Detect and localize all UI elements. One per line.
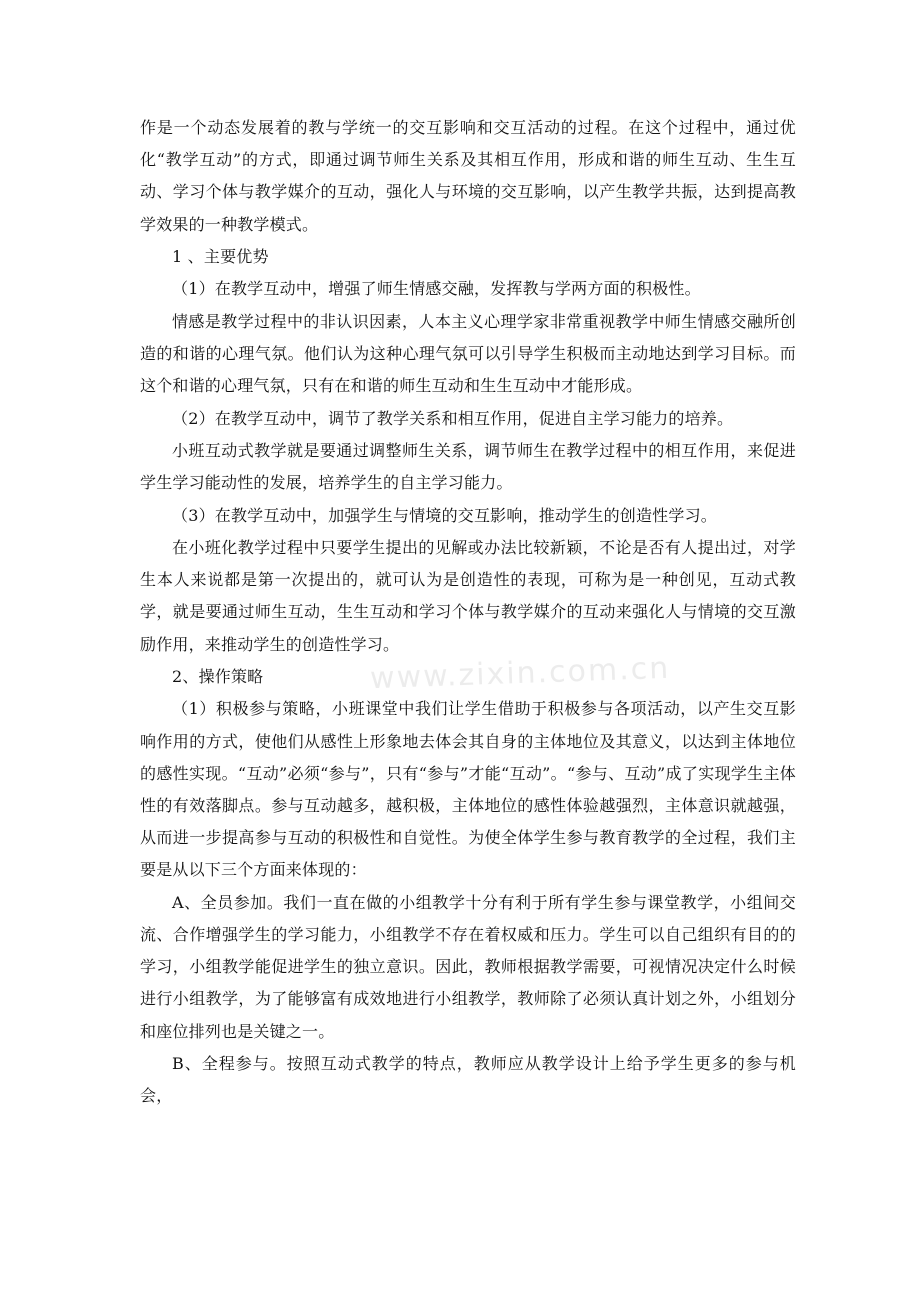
subheading-advantage-2: （2）在教学互动中，调节了教学关系和相互作用，促进自主学习能力的培养。 xyxy=(172,408,734,428)
section-heading-strategies: 2、操作策略 xyxy=(172,666,264,686)
document-body xyxy=(140,112,796,1113)
section-heading-main-advantages: 1 、主要优势 xyxy=(172,247,269,266)
subheading-advantage-1: （1）在教学互动中，增强了师生情感交融，发挥教与学两方面的积极性。 xyxy=(172,279,701,299)
paragraph-advantage-2: 小班互动式教学就是要通过调整师生关系，调节师生在教学过程中的相互作用，来促进学生学习能动性的发展，培养学生的自主学习能力。 xyxy=(140,440,796,493)
paragraph-intro-continuation: 作是一个动态发展着的教与学统一的交互影响和交互活动的过程。在这个过程中，通过优化“教学互动”的方式，即通过调节师生关系及其相互作用，形成和谐的师生互动、生生互动、学习个体与教学媒介的互动，强化人与环境的交互影响，以产生教学共振，达到提高教学效果的一种教学模式。 xyxy=(140,118,796,234)
paragraph-strategy-1: （1）积极参与策略，小班课堂中我们让学生借助于积极参与各项活动，以产生交互影响作用的方式，使他们从感性上形象地去体会其自身的主体地位及其意义，以达到主体地位的感性实现。“互动”必须“参与”，只有“参与”才能“互动”。“参与、互动”成了实现学生主体性的有效落脚点。参与互动越多，越积极，主体地位的感性体验越强烈，主体意识就越强，从而进一步提高参与互动的积极性和自觉性。为使全体学生参与教育教学的全过程，我们主要是从以下三个方面来体现的： xyxy=(140,699,796,880)
paragraph-advantage-1: 情感是教学过程中的非认识因素，人本主义心理学家非常重视教学中师生情感交融所创造的和谐的心理气氛。他们认为这种心理气氛可以引导学生积极而主动地达到学习目标。而这个和谐的心理气氛，只有在和谐的师生互动和生生互动中才能形成。 xyxy=(140,311,796,396)
subheading-advantage-3: （3）在教学互动中，加强学生与情境的交互影响，推动学生的创造性学习。 xyxy=(172,505,717,525)
paragraph-strategy-b: B、全程参与。按照互动式教学的特点，教师应从教学设计上给予学生更多的参与机会， xyxy=(140,1053,796,1106)
watermark: www.zixin.com.cn xyxy=(369,650,671,697)
paragraph-strategy-a: A、全员参加。我们一直在做的小组教学十分有利于所有学生参与课堂教学，小组间交流、合作增强学生的学习能力，小组教学不存在着权威和压力。学生可以自己组织有目的的学习，小组教学能促进学生的独立意识。因此，教师根据教学需要，可视情况决定什么时候进行小组教学，为了能够富有成效地进行小组教学，教师除了必须认真计划之外，小组划分和座位排列也是关键之一。 xyxy=(140,892,796,1041)
paragraph-advantage-3: 在小班化教学过程中只要学生提出的见解或办法比较新颖，不论是否有人提出过，对学生本人来说都是第一次提出的，就可认为是创造性的表现，可称为是一种创见，互动式教学，就是要通过师生互动，生生互动和学习个体与教学媒介的互动来强化人与情境的交互激励作用，来推动学生的创造性学习。 xyxy=(140,537,796,654)
